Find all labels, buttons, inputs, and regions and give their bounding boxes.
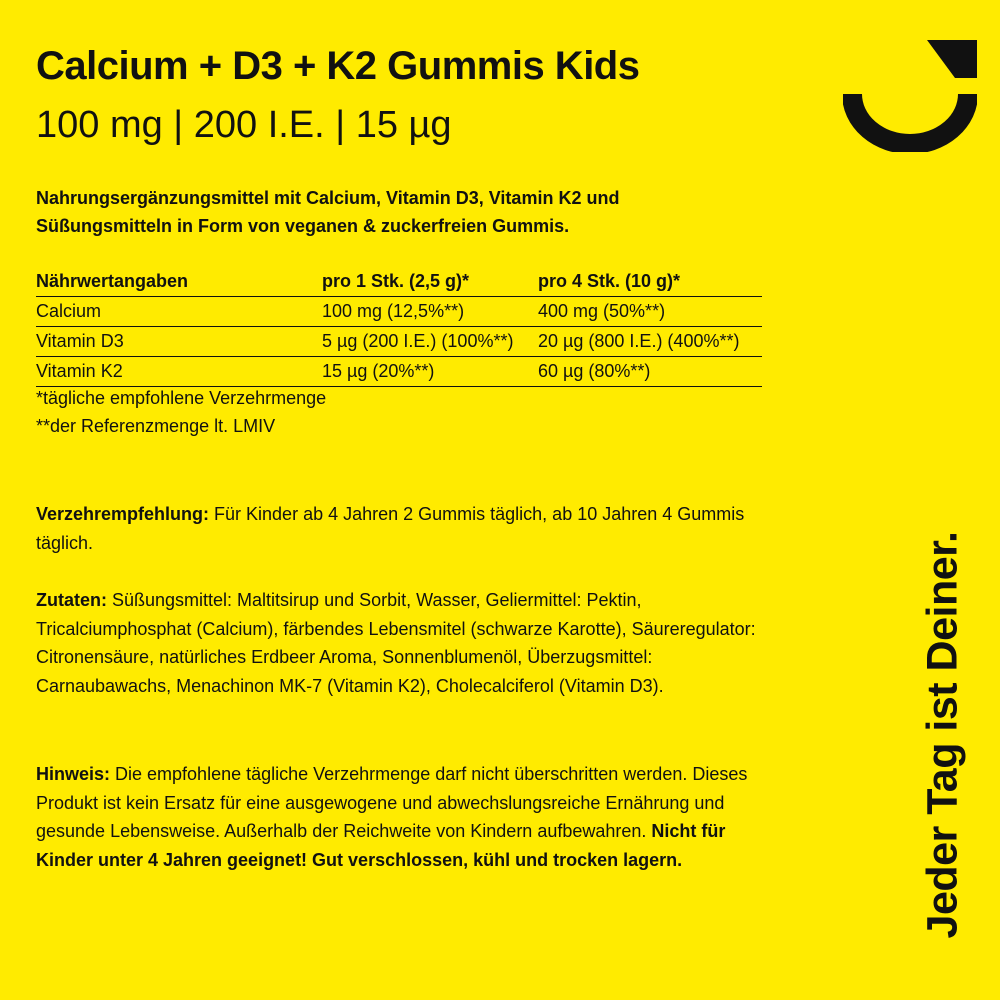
nutrient-name: Vitamin K2 [36, 357, 322, 387]
product-description: Nahrungsergänzungsmittel mit Calcium, Vitamin D3, Vitamin K2 und Süßungsmitteln in Form von veganen & zuckerfreien Gummis. [36, 188, 620, 236]
product-dosage-subtitle: 100 mg | 200 I.E. | 15 µg [36, 104, 452, 146]
table-row [36, 297, 762, 327]
amount-per-4: 400 mg (50%**) [538, 297, 762, 327]
ingredients [36, 586, 776, 700]
nutrient-name: Calcium [36, 297, 322, 327]
dosage-recommendation [36, 500, 776, 557]
dosage-label: Verzehrempfehlung: [36, 504, 210, 524]
notice-label: Hinweis: [36, 764, 111, 784]
amount-per-1: 5 µg (200 I.E.) (100%**) [322, 327, 538, 357]
table-row [36, 357, 762, 387]
product-title: Calcium + D3 + K2 Gummis Kids [36, 44, 640, 88]
notice [36, 760, 776, 874]
nutrition-table-header [36, 267, 762, 297]
header-per-4-pieces: pro 4 Stk. (10 g)* [538, 267, 762, 297]
amount-per-4: 60 µg (80%**) [538, 357, 762, 387]
nutrient-name: Vitamin D3 [36, 327, 322, 357]
amount-per-4: 20 µg (800 I.E.) (400%**) [538, 327, 762, 357]
brand-slogan: Jeder Tag ist Deiner. [918, 531, 967, 939]
table-row [36, 327, 762, 357]
header-per-1-piece: pro 1 Stk. (2,5 g)* [322, 267, 538, 297]
table-footnotes [36, 384, 326, 440]
notice-text: Die empfohlene tägliche Verzehrmenge darf nicht überschritten werden. Dieses Produkt ist kein Ersatz für eine ausgewogene und abwechslungsreiche Ernährung und gesunde Lebensweise. Außerhalb der Reichweite von Kindern aufbewahren. [36, 764, 748, 841]
notice-warning: Nicht für Kinder unter 4 Jahren geeignet! Gut verschlossen, kühl und trocken lagern. [36, 821, 726, 870]
dosage-text: Für Kinder ab 4 Jahren 2 Gummis täglich, ab 10 Jahren 4 Gummis täglich. [36, 504, 745, 553]
ingredients-label: Zutaten: [36, 590, 107, 610]
nutrition-table [36, 267, 762, 387]
footnote-daily-amount: *tägliche empfohlene Verzehrmenge [36, 388, 327, 408]
ingredients-text: Süßungsmittel: Maltitsirup und Sorbit, Wasser, Geliermittel: Pektin, Tricalciumphosphat (Calcium), färbendes Lebensmitel (schwarze Karotte), Säureregulator: Citronensäure, natürliches Erdbeer Aroma, Sonnenblumenöl, Überzugsmittel: Carnaubawachs, Menachinon MK-7 (Vitamin K2), Cholecalciferol (Vitamin D3). [36, 590, 756, 696]
brand-logo-icon [843, 40, 977, 152]
amount-per-1: 100 mg (12,5%**) [322, 297, 538, 327]
amount-per-1: 15 µg (20%**) [322, 357, 538, 387]
header-nutrient: Nährwertangaben [36, 267, 322, 297]
slogan-container [903, 500, 983, 970]
footnote-reference: **der Referenzmenge lt. LMIV [36, 416, 276, 436]
